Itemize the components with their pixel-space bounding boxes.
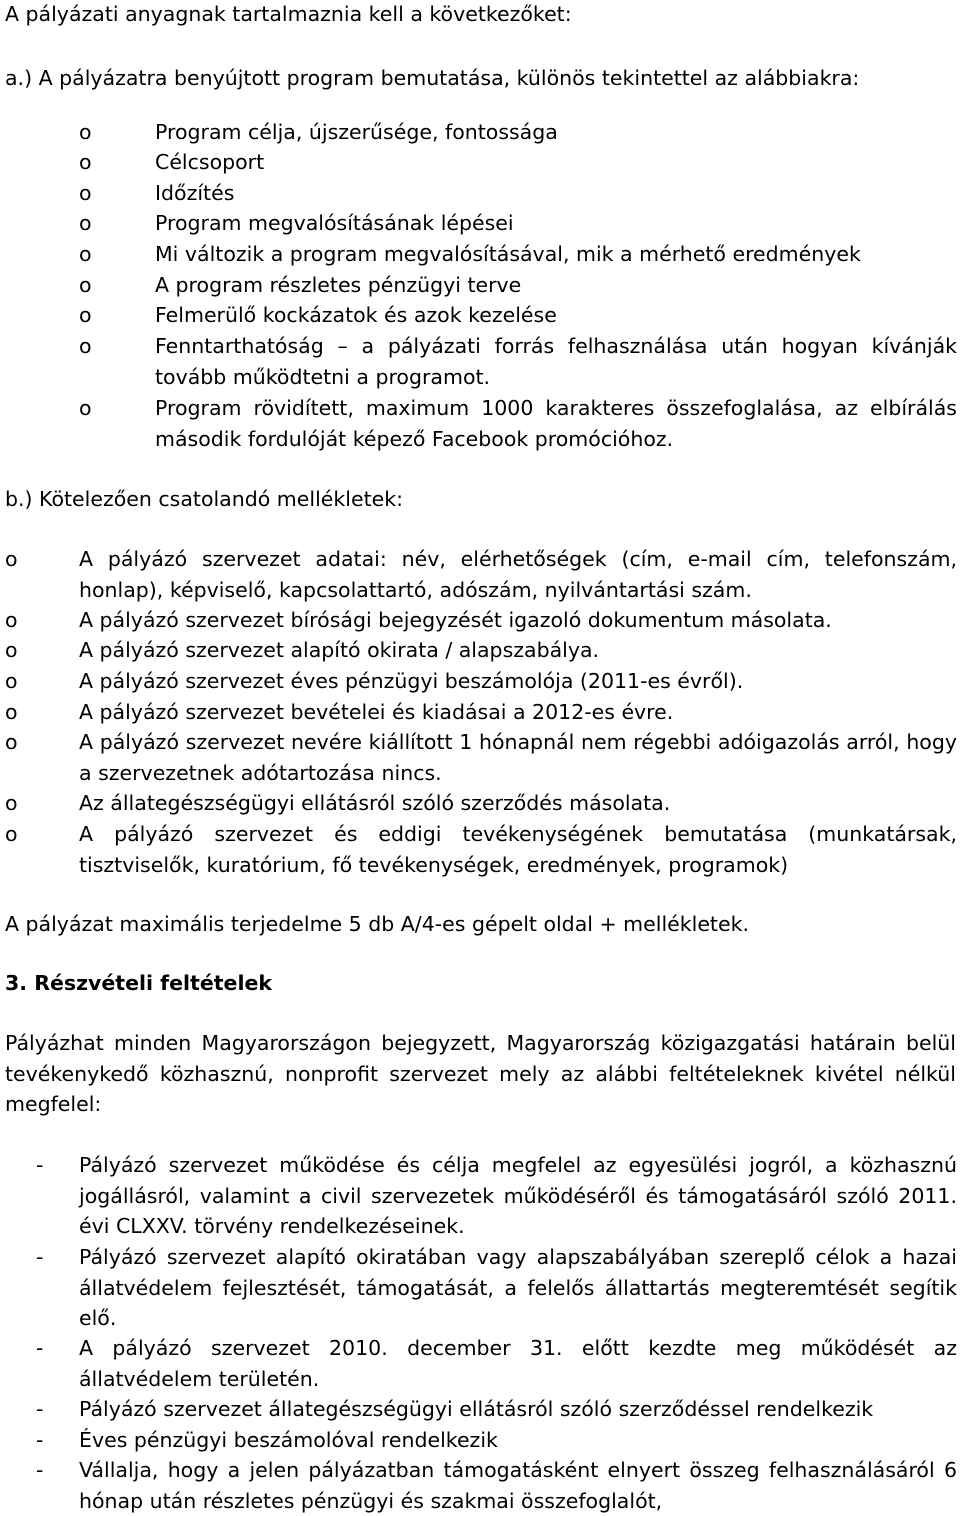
list-item: o Program megvalósításának lépései bbox=[79, 208, 957, 239]
bullet-circle: o bbox=[79, 150, 92, 174]
section-3-paragraph: Pályázhat minden Magyarországon bejegyzett, Magyarország közigazgatási határain belül tevékenykedő közhasznú, nonprofit szervezet mely az alábbi feltételeknek kivétel nélkül megfelel: bbox=[5, 1031, 956, 1116]
list-item: o Fenntarthatóság – a pályázati forrás felhasználása után hogyan kívánják tovább működtetni a programot. bbox=[79, 331, 957, 392]
list-item: - Pályázó szervezet állategészségügyi ellátásról szóló szerződéssel rendelkezik bbox=[36, 1394, 957, 1425]
bullet-circle: o bbox=[5, 608, 18, 632]
list-item: o Célcsoport bbox=[79, 147, 957, 178]
list-item: o Program rövidített, maximum 1000 karakteres összefoglalása, az elbírálás második fordulóját képező Facebook promócióhoz. bbox=[79, 393, 957, 454]
list-item: - Vállalja, hogy a jelen pályázatban támogatásként elnyert összeg felhasználásáról 6 hónap után részletes pénzügyi és szakmai összefoglalót, bbox=[36, 1455, 957, 1516]
max-length-note: A pályázat maximális terjedelme 5 db A/4-es gépelt oldal + mellékletek. bbox=[5, 912, 749, 936]
list-item: o A pályázó szervezet éves pénzügyi beszámolója (2011-es évről). bbox=[5, 666, 957, 697]
bullet-circle: o bbox=[79, 181, 92, 205]
list-item: o Az állategészségügyi ellátásról szóló szerződés másolata. bbox=[5, 788, 957, 819]
bullet-dash: - bbox=[36, 1336, 44, 1360]
bullet-circle: o bbox=[79, 396, 92, 420]
bullet-dash: - bbox=[36, 1153, 44, 1177]
list-item: o A pályázó szervezet bírósági bejegyzését igazoló dokumentum másolata. bbox=[5, 605, 957, 636]
section-a-heading: a.) A pályázatra benyújtott program bemutatása, különös tekintettel az alábbiakra: bbox=[5, 66, 860, 90]
section-3-title: Részvételi feltételek bbox=[34, 971, 273, 995]
section-3-number: 3. bbox=[5, 971, 28, 995]
bullet-circle: o bbox=[5, 547, 18, 571]
bullet-dash: - bbox=[36, 1458, 44, 1482]
list-item: o Felmerülő kockázatok és azok kezelése bbox=[79, 300, 957, 331]
bullet-circle: o bbox=[5, 791, 18, 815]
list-item: o A pályázó szervezet és eddigi tevékenységének bemutatása (munkatársak, tisztviselők, kuratórium, fő tevékenységek, eredmények, programok) bbox=[5, 819, 957, 880]
list-item: - A pályázó szervezet 2010. december 31. előtt kezdte meg működését az állatvédelem területén. bbox=[36, 1333, 957, 1394]
bullet-dash: - bbox=[36, 1397, 44, 1421]
list-item: o A pályázó szervezet bevételei és kiadásai a 2012-es évre. bbox=[5, 697, 957, 728]
list-item: o A program részletes pénzügyi terve bbox=[79, 270, 957, 301]
bullet-circle: o bbox=[5, 822, 18, 846]
bullet-circle: o bbox=[79, 303, 92, 327]
list-item: o A pályázó szervezet adatai: név, elérhetőségek (cím, e-mail cím, telefonszám, honlap), képviselő, kapcsolattartó, adószám, nyilvántartási szám. bbox=[5, 544, 957, 605]
bullet-circle: o bbox=[79, 211, 92, 235]
bullet-circle: o bbox=[79, 334, 92, 358]
bullet-circle: o bbox=[79, 273, 92, 297]
list-item: o Program célja, újszerűsége, fontossága bbox=[79, 117, 957, 148]
section-b-heading: b.) Kötelezően csatolandó mellékletek: bbox=[5, 487, 403, 511]
bullet-circle: o bbox=[5, 669, 18, 693]
bullet-circle: o bbox=[5, 700, 18, 724]
bullet-circle: o bbox=[5, 638, 18, 662]
section-3-heading bbox=[5, 968, 272, 999]
bullet-circle: o bbox=[79, 242, 92, 266]
list-item: - Pályázó szervezet alapító okiratában vagy alapszabályában szereplő célok a hazai állatvédelem fejlesztését, támogatását, a felelős állattartás megteremtését segítik elő. bbox=[36, 1242, 957, 1334]
list-item: o Időzítés bbox=[79, 178, 957, 209]
list-item: - Pályázó szervezet működése és célja megfelel az egyesülési jogról, a közhasznú jogállásról, valamint a civil szervezetek működéséről és támogatásáról szóló 2011. évi CLXXV. törvény rendelkezéseinek. bbox=[36, 1150, 957, 1242]
list-item: o Mi változik a program megvalósításával, mik a mérhető eredmények bbox=[79, 239, 957, 270]
bullet-circle: o bbox=[5, 730, 18, 754]
intro-line: A pályázati anyagnak tartalmaznia kell a következőket: bbox=[5, 2, 572, 26]
bullet-circle: o bbox=[79, 120, 92, 144]
list-item: o A pályázó szervezet nevére kiállított 1 hónapnál nem régebbi adóigazolás arról, hogy a szervezetnek adótartozása nincs. bbox=[5, 727, 957, 788]
bullet-dash: - bbox=[36, 1428, 44, 1452]
bullet-dash: - bbox=[36, 1245, 44, 1269]
list-item: o A pályázó szervezet alapító okirata / alapszabálya. bbox=[5, 635, 957, 666]
list-item: - Éves pénzügyi beszámolóval rendelkezik bbox=[36, 1425, 957, 1456]
